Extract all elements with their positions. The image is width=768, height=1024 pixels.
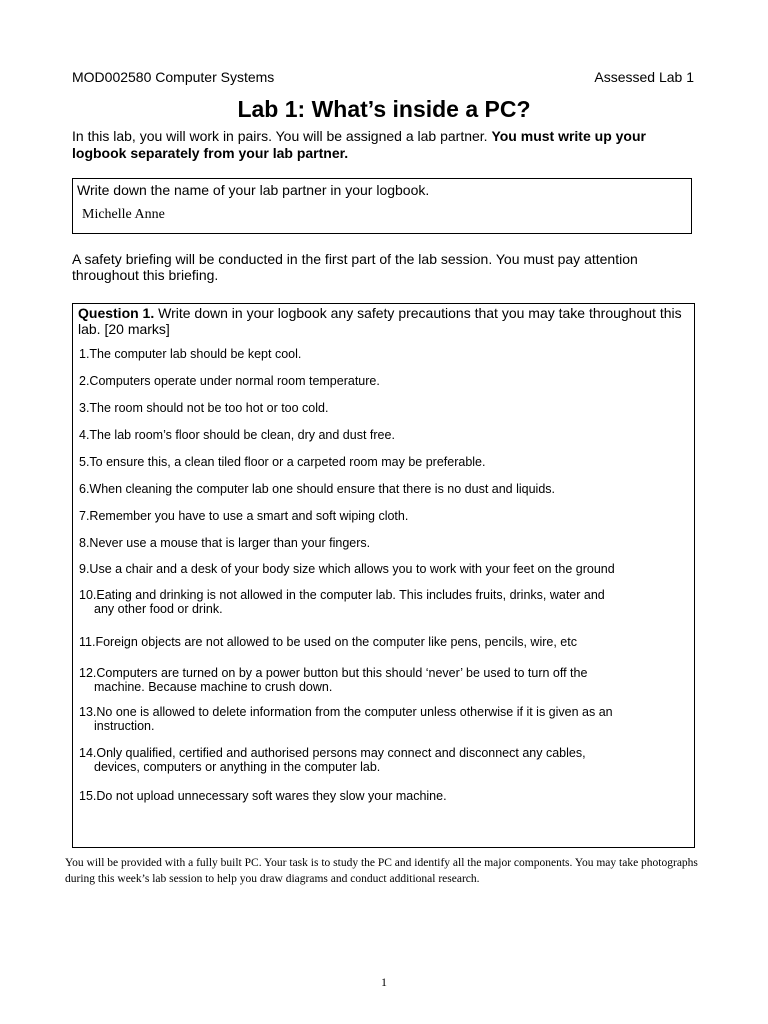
answer-item: [79, 562, 691, 576]
answer-line: 15.Do not upload unnecessary soft wares they slow your machine.: [79, 789, 447, 803]
answer-item: [79, 666, 691, 694]
page-number: 1: [381, 975, 387, 989]
answer-line: 3.The room should not be too hot or too cold.: [79, 401, 329, 415]
answer-item: [79, 705, 691, 733]
answer-item: [79, 347, 691, 361]
answer-item: [79, 588, 691, 616]
answer-line: 2.Computers operate under normal room temperature.: [79, 374, 380, 388]
question1-label: Question 1.: [78, 305, 155, 321]
page-header: [72, 68, 694, 86]
answer-line: 14.Only qualified, certified and authorised persons may connect and disconnect any cables,: [79, 746, 586, 760]
answer-continuation: any other food or drink.: [94, 602, 223, 616]
answer-line: 5.To ensure this, a clean tiled floor or a carpeted room may be preferable.: [79, 455, 486, 469]
answer-continuation: devices, computers or anything in the computer lab.: [94, 760, 381, 774]
partner-question: Write down the name of your lab partner in your logbook.: [77, 182, 430, 198]
answer-item: [79, 635, 691, 649]
module-code: MOD002580 Computer Systems: [72, 69, 275, 85]
partner-answer: Michelle Anne: [82, 207, 165, 222]
answer-line: 8.Never use a mouse that is larger than your fingers.: [79, 536, 371, 550]
intro-paragraph: [72, 128, 697, 162]
answer-item: [79, 401, 691, 415]
answer-line: 12.Computers are turned on by a power button but this should ‘never’ be used to turn off the: [79, 666, 588, 680]
answer-item: [79, 455, 691, 469]
page-title: Lab 1: What’s inside a PC?: [237, 96, 531, 122]
assessment-label: Assessed Lab 1: [594, 69, 694, 85]
answer-line: 10.Eating and drinking is not allowed in the computer lab. This includes fruits, drinks, water and: [79, 588, 605, 602]
answer-line: 4.The lab room’s floor should be clean, dry and dust free.: [79, 428, 395, 442]
answer-line: 7.Remember you have to use a smart and soft wiping cloth.: [79, 509, 409, 523]
answer-line: 9.Use a chair and a desk of your body size which allows you to work with your feet on the ground: [79, 562, 615, 576]
answer-item: [79, 746, 691, 774]
answer-item: [79, 482, 691, 496]
answer-item: [79, 428, 691, 442]
answer-item: [79, 536, 691, 550]
footer-paragraph: You will be provided with a fully built PC. Your task is to study the PC and identify all the major components. You may take photographs during this week’s lab session to help you draw diagrams and conduct additional research.: [65, 857, 698, 885]
question1-box: [72, 303, 695, 848]
intro-bold-text: You must write up your logbook separately from your lab partner.: [72, 128, 646, 161]
question1-text: Write down in your logbook any safety precautions that you may take throughout this lab. [20 marks]: [78, 305, 682, 337]
answer-line: 6.When cleaning the computer lab one should ensure that there is no dust and liquids.: [79, 482, 556, 496]
intro-text: In this lab, you will work in pairs. You will be assigned a lab partner.: [72, 128, 492, 144]
answer-continuation: machine. Because machine to crush down.: [94, 680, 333, 694]
answer-line: 1.The computer lab should be kept cool.: [79, 347, 302, 361]
answer-item: [79, 374, 691, 388]
answer-item: [79, 789, 691, 803]
answer-line: 11.Foreign objects are not allowed to be used on the computer like pens, pencils, wire, etc: [79, 635, 577, 649]
safety-paragraph: A safety briefing will be conducted in the first part of the lab session. You must pay attention throughout this briefing.: [72, 251, 638, 283]
answer-list: [73, 304, 696, 849]
answer-line: 13.No one is allowed to delete information from the computer unless otherwise if it is given as an: [79, 705, 613, 719]
answer-item: [79, 509, 691, 523]
partner-box: [72, 178, 692, 234]
answer-continuation: instruction.: [94, 719, 155, 733]
